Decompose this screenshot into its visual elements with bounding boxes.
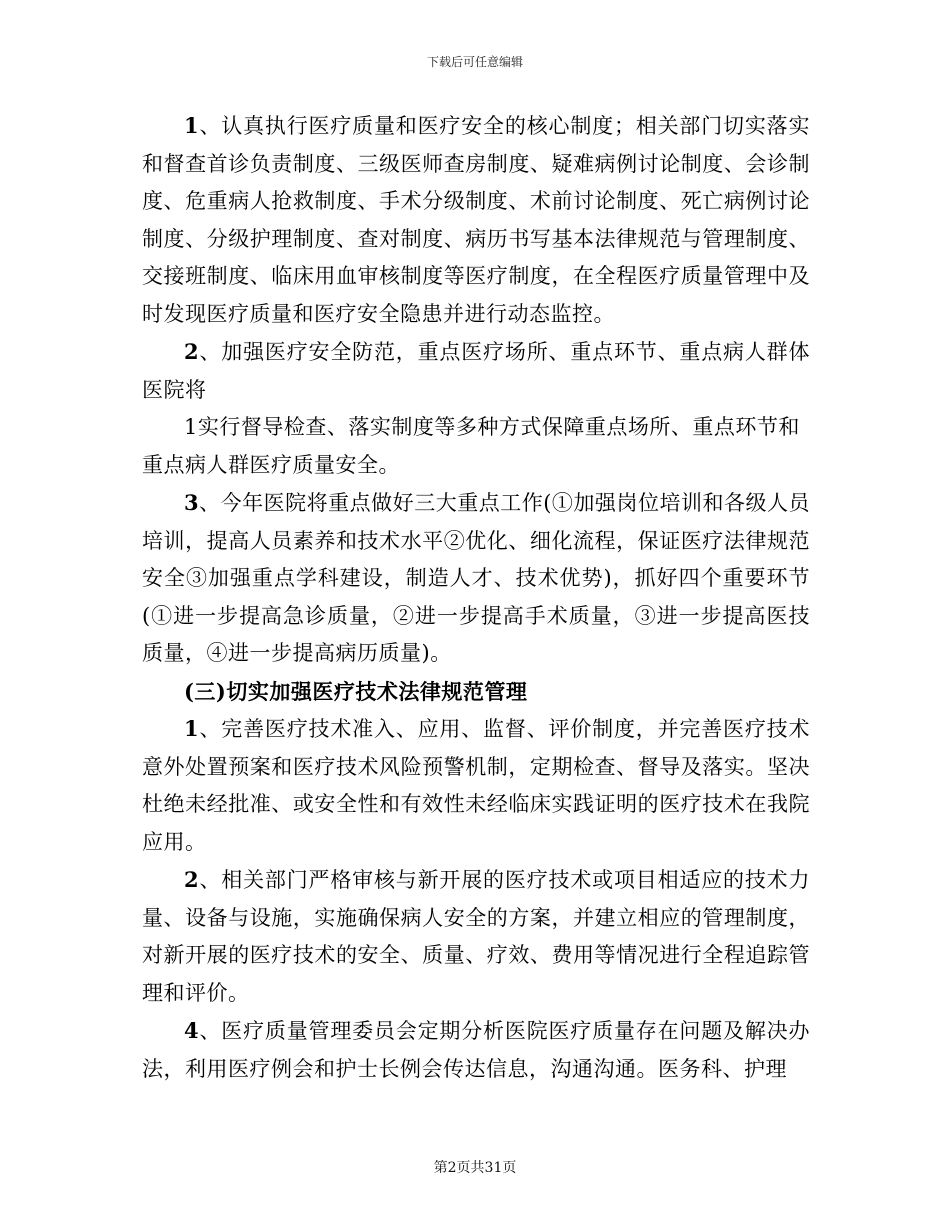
item-number: 3	[184, 490, 200, 515]
item-number: 1	[184, 113, 200, 138]
paragraph-1	[142, 107, 810, 333]
paragraph-2-continued-line: 1实行督导检查、落实制度等多种方式保障重点场所、重点环节和	[184, 415, 800, 439]
page-number: 第2页共31页	[433, 1160, 517, 1176]
page-header: 下载后可任意编辑	[426, 55, 523, 69]
paragraph-text: 、相关部门严格审核与新开展的医疗技术或项目相适应的技术力量、设备与设施，实施确保病人安全的方案，并建立相应的管理制度，对新开展的医疗技术的安全、质量、疗效、费用等情况进行全程追踪管理和评价。	[142, 868, 810, 1005]
paragraph-text: 、今年医院将重点做好三大重点工作(①加强岗位培训和各级人员培训，提高人员素养和技术水平②优化、细化流程，保证医疗法律规范安全③加强重点学科建设，制造人才、技术优势)，抓好四个重要环节(①进一步提高急诊质量，②进一步提高手术质量，③进一步提高医技质量，④进一步提高病历质量)。	[142, 491, 810, 665]
paragraph-2-continued-line: 重点病人群医疗质量安全。	[142, 452, 400, 477]
item-number: 1	[184, 716, 200, 741]
item-number: 2	[184, 867, 200, 892]
paragraph-text: 、完善医疗技术准入、应用、监督、评价制度，并完善医疗技术意外处置预案和医疗技术风险预警机制，定期检查、督导及落实。坚决杜绝未经批准、或安全性和有效性未经临床实践证明的医疗技术在我院应用。	[142, 717, 810, 854]
paragraph-text: 、加强医疗安全防范，重点医疗场所、重点环节、重点病人群体医院将	[142, 340, 810, 402]
paragraph-2	[142, 333, 810, 409]
paragraph-3	[142, 484, 810, 673]
paragraph-text: 、认真执行医疗质量和医疗安全的核心制度；相关部门切实落实和督查首诊负责制度、三级医师查房制度、疑难病例讨论制度、会诊制度、危重病人抢救制度、手术分级制度、术前讨论制度、死亡病例讨论制度、分级护理制度、查对制度、病历书写基本法律规范与管理制度、交接班制度、临床用血审核制度等医疗制度，在全程医疗质量管理中及时发现医疗质量和医疗安全隐患并进行动态监控。	[142, 114, 810, 326]
section-heading: (三)切实加强医疗技术法律规范管理	[184, 678, 528, 704]
item-number: 4	[184, 1018, 200, 1043]
paragraph-text: 、医疗质量管理委员会定期分析医院医疗质量存在问题及解决办法，利用医疗例会和护士长例会传达信息，沟通沟通。医务科、护理	[142, 1019, 810, 1081]
paragraph-5	[142, 861, 810, 1012]
paragraph-4	[142, 710, 810, 861]
item-number: 2	[184, 339, 200, 364]
document-body	[142, 107, 810, 1088]
paragraph-6	[142, 1012, 810, 1088]
